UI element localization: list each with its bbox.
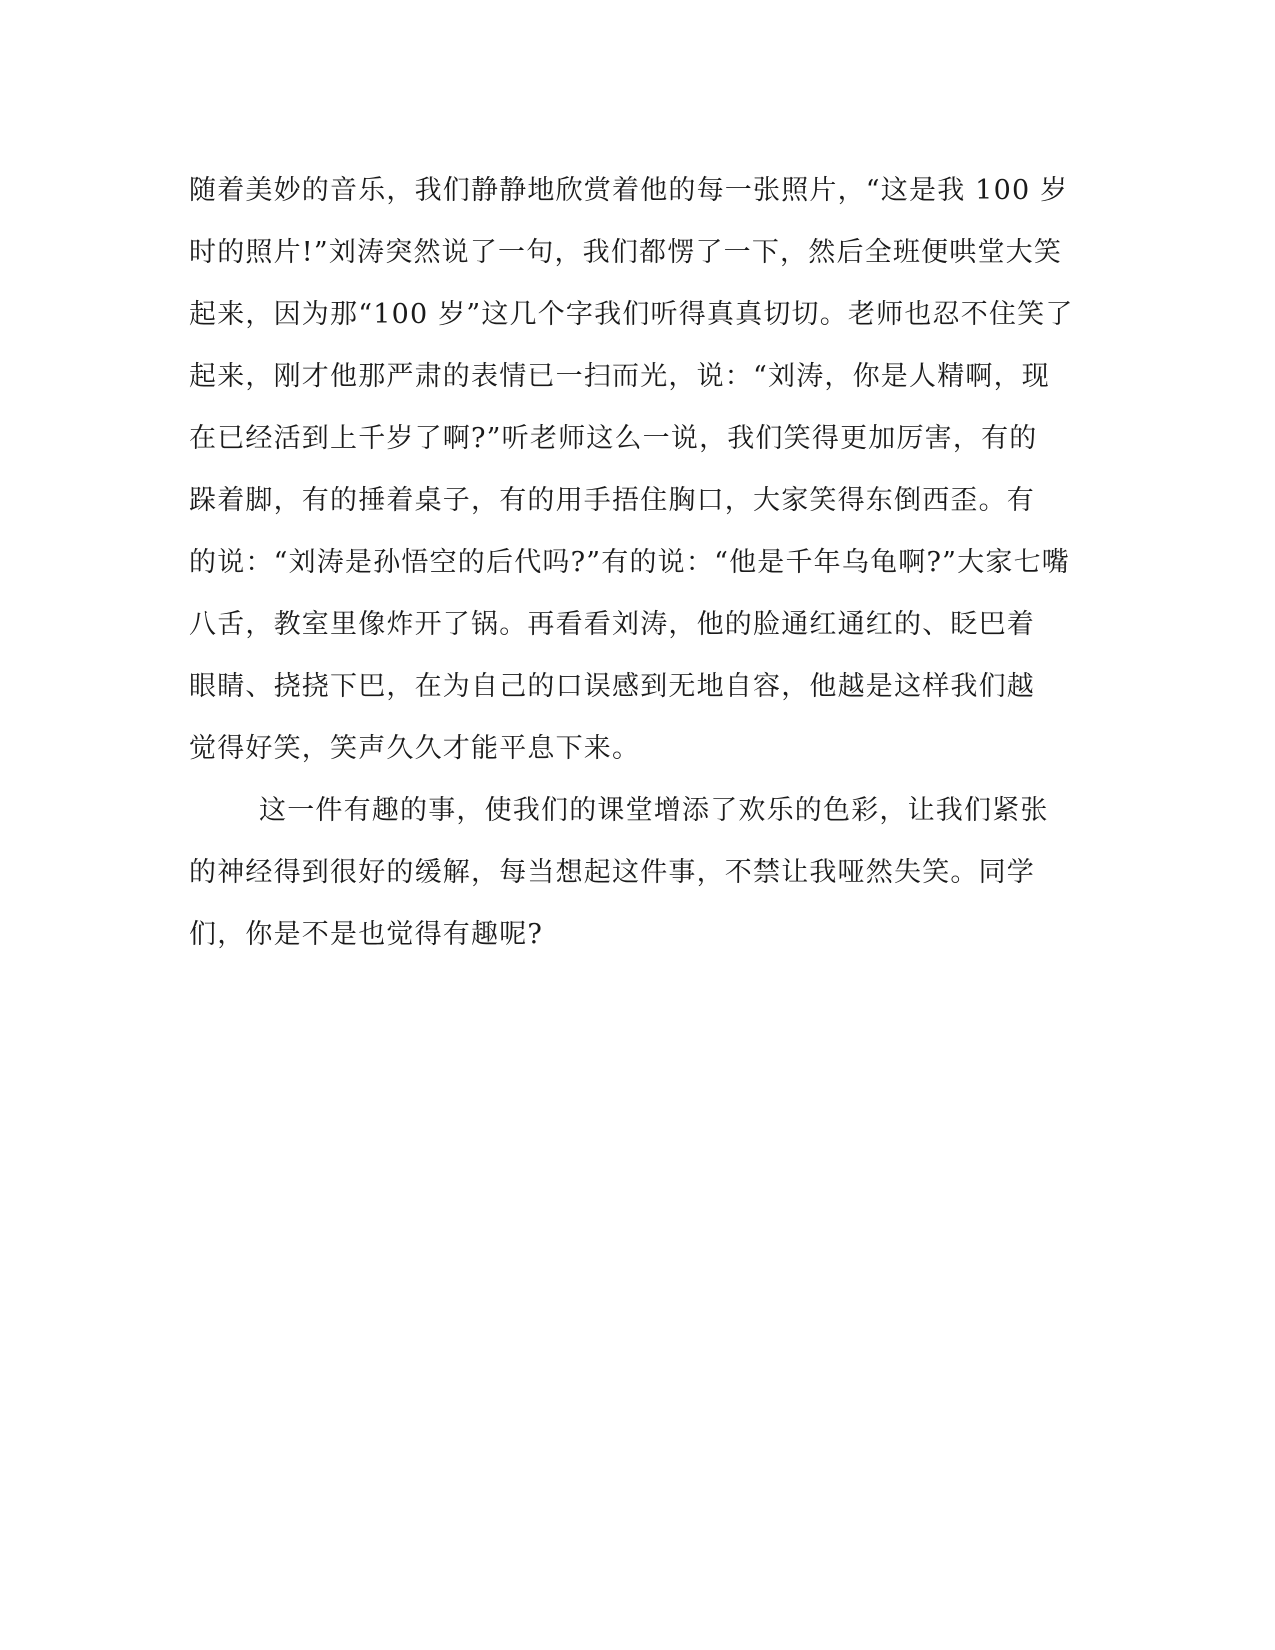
paragraph-line: 的说：“刘涛是孙悟空的后代吗?”有的说：“他是千年乌龟啊?”大家七嘴 [189,547,1070,578]
document-body [189,160,1079,966]
paragraph-line: 在已经活到上千岁了啊?”听老师这么一说，我们笑得更加厉害，有的 [189,423,1038,454]
paragraph-line: 起来，因为那“100 岁”这几个字我们听得真真切切。老师也忍不住笑了 [189,299,1074,330]
paragraph-1 [189,160,1079,780]
paragraph-2 [189,780,1079,966]
paragraph-line: 随着美妙的音乐，我们静静地欣赏着他的每一张照片，“这是我 100 岁 [189,175,1069,206]
paragraph-line: 这一件有趣的事，使我们的课堂增添了欢乐的色彩，让我们紧张 [259,795,1049,826]
paragraph-line: 们，你是不是也觉得有趣呢? [189,919,544,950]
paragraph-line: 起来，刚才他那严肃的表情已一扫而光，说：“刘涛，你是人精啊，现 [189,361,1051,392]
paragraph-line: 的神经得到很好的缓解，每当想起这件事，不禁让我哑然失笑。同学 [189,857,1035,888]
paragraph-line: 时的照片!”刘涛突然说了一句，我们都愣了一下，然后全班便哄堂大笑 [189,237,1063,268]
paragraph-line: 八舌，教室里像炸开了锅。再看看刘涛，他的脸通红通红的、眨巴着 [189,609,1035,640]
paragraph-line: 跺着脚，有的捶着桌子，有的用手捂住胸口，大家笑得东倒西歪。有 [189,485,1035,516]
paragraph-line: 眼睛、挠挠下巴，在为自己的口误感到无地自容，他越是这样我们越 [189,671,1035,702]
paragraph-line: 觉得好笑，笑声久久才能平息下来。 [189,733,641,764]
